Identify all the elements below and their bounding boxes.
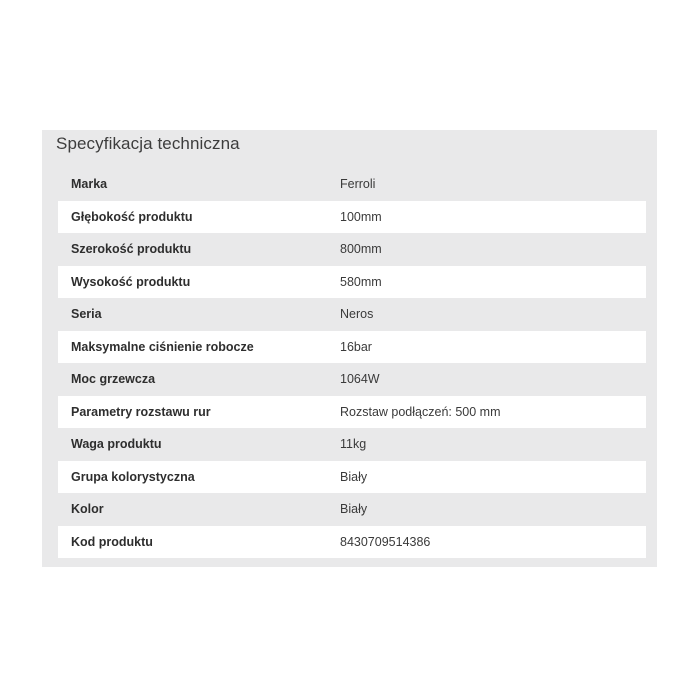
spec-key: Grupa kolorystyczna: [71, 469, 195, 484]
spec-row-color-group: [58, 461, 646, 494]
spec-row-heating-power: [58, 363, 646, 396]
spec-value: 1064W: [340, 372, 380, 387]
spec-row-color: [58, 493, 646, 526]
spec-value: 16bar: [340, 339, 372, 354]
spec-key: Waga produktu: [71, 437, 162, 452]
spec-value: 100mm: [340, 209, 382, 224]
spec-row-series: [58, 298, 646, 331]
spec-row-product-code: [58, 526, 646, 559]
spec-value: Rozstaw podłączeń: 500 mm: [340, 404, 501, 419]
spec-key: Kod produktu: [71, 534, 153, 549]
spec-row-pipe-spacing: [58, 396, 646, 429]
spec-key: Szerokość produktu: [71, 242, 192, 257]
spec-value: Biały: [340, 502, 368, 517]
spec-key: Głębokość produktu: [71, 209, 193, 224]
spec-panel: [42, 130, 657, 567]
spec-key: Maksymalne ciśnienie robocze: [71, 339, 254, 354]
spec-key: Wysokość produktu: [71, 274, 191, 289]
spec-row-depth: [58, 201, 646, 234]
spec-row-height: [58, 266, 646, 299]
spec-value: 580mm: [340, 274, 382, 289]
spec-table: [58, 168, 646, 558]
spec-row-width: [58, 233, 646, 266]
spec-row-weight: [58, 428, 646, 461]
spec-key: Kolor: [71, 502, 104, 517]
spec-key: Parametry rozstawu rur: [71, 404, 211, 419]
spec-key: Moc grzewcza: [71, 372, 156, 387]
spec-key: Seria: [71, 307, 102, 322]
spec-value: 11kg: [340, 437, 367, 452]
spec-row-max-pressure: [58, 331, 646, 364]
spec-value: Neros: [340, 307, 374, 322]
spec-row-brand: [58, 168, 646, 201]
spec-value: Biały: [340, 469, 368, 484]
spec-title: Specyfikacja techniczna: [56, 134, 240, 153]
spec-value: 800mm: [340, 242, 382, 257]
spec-value: Ferroli: [340, 177, 376, 192]
spec-value: 8430709514386: [340, 534, 431, 549]
spec-key: Marka: [71, 177, 108, 192]
